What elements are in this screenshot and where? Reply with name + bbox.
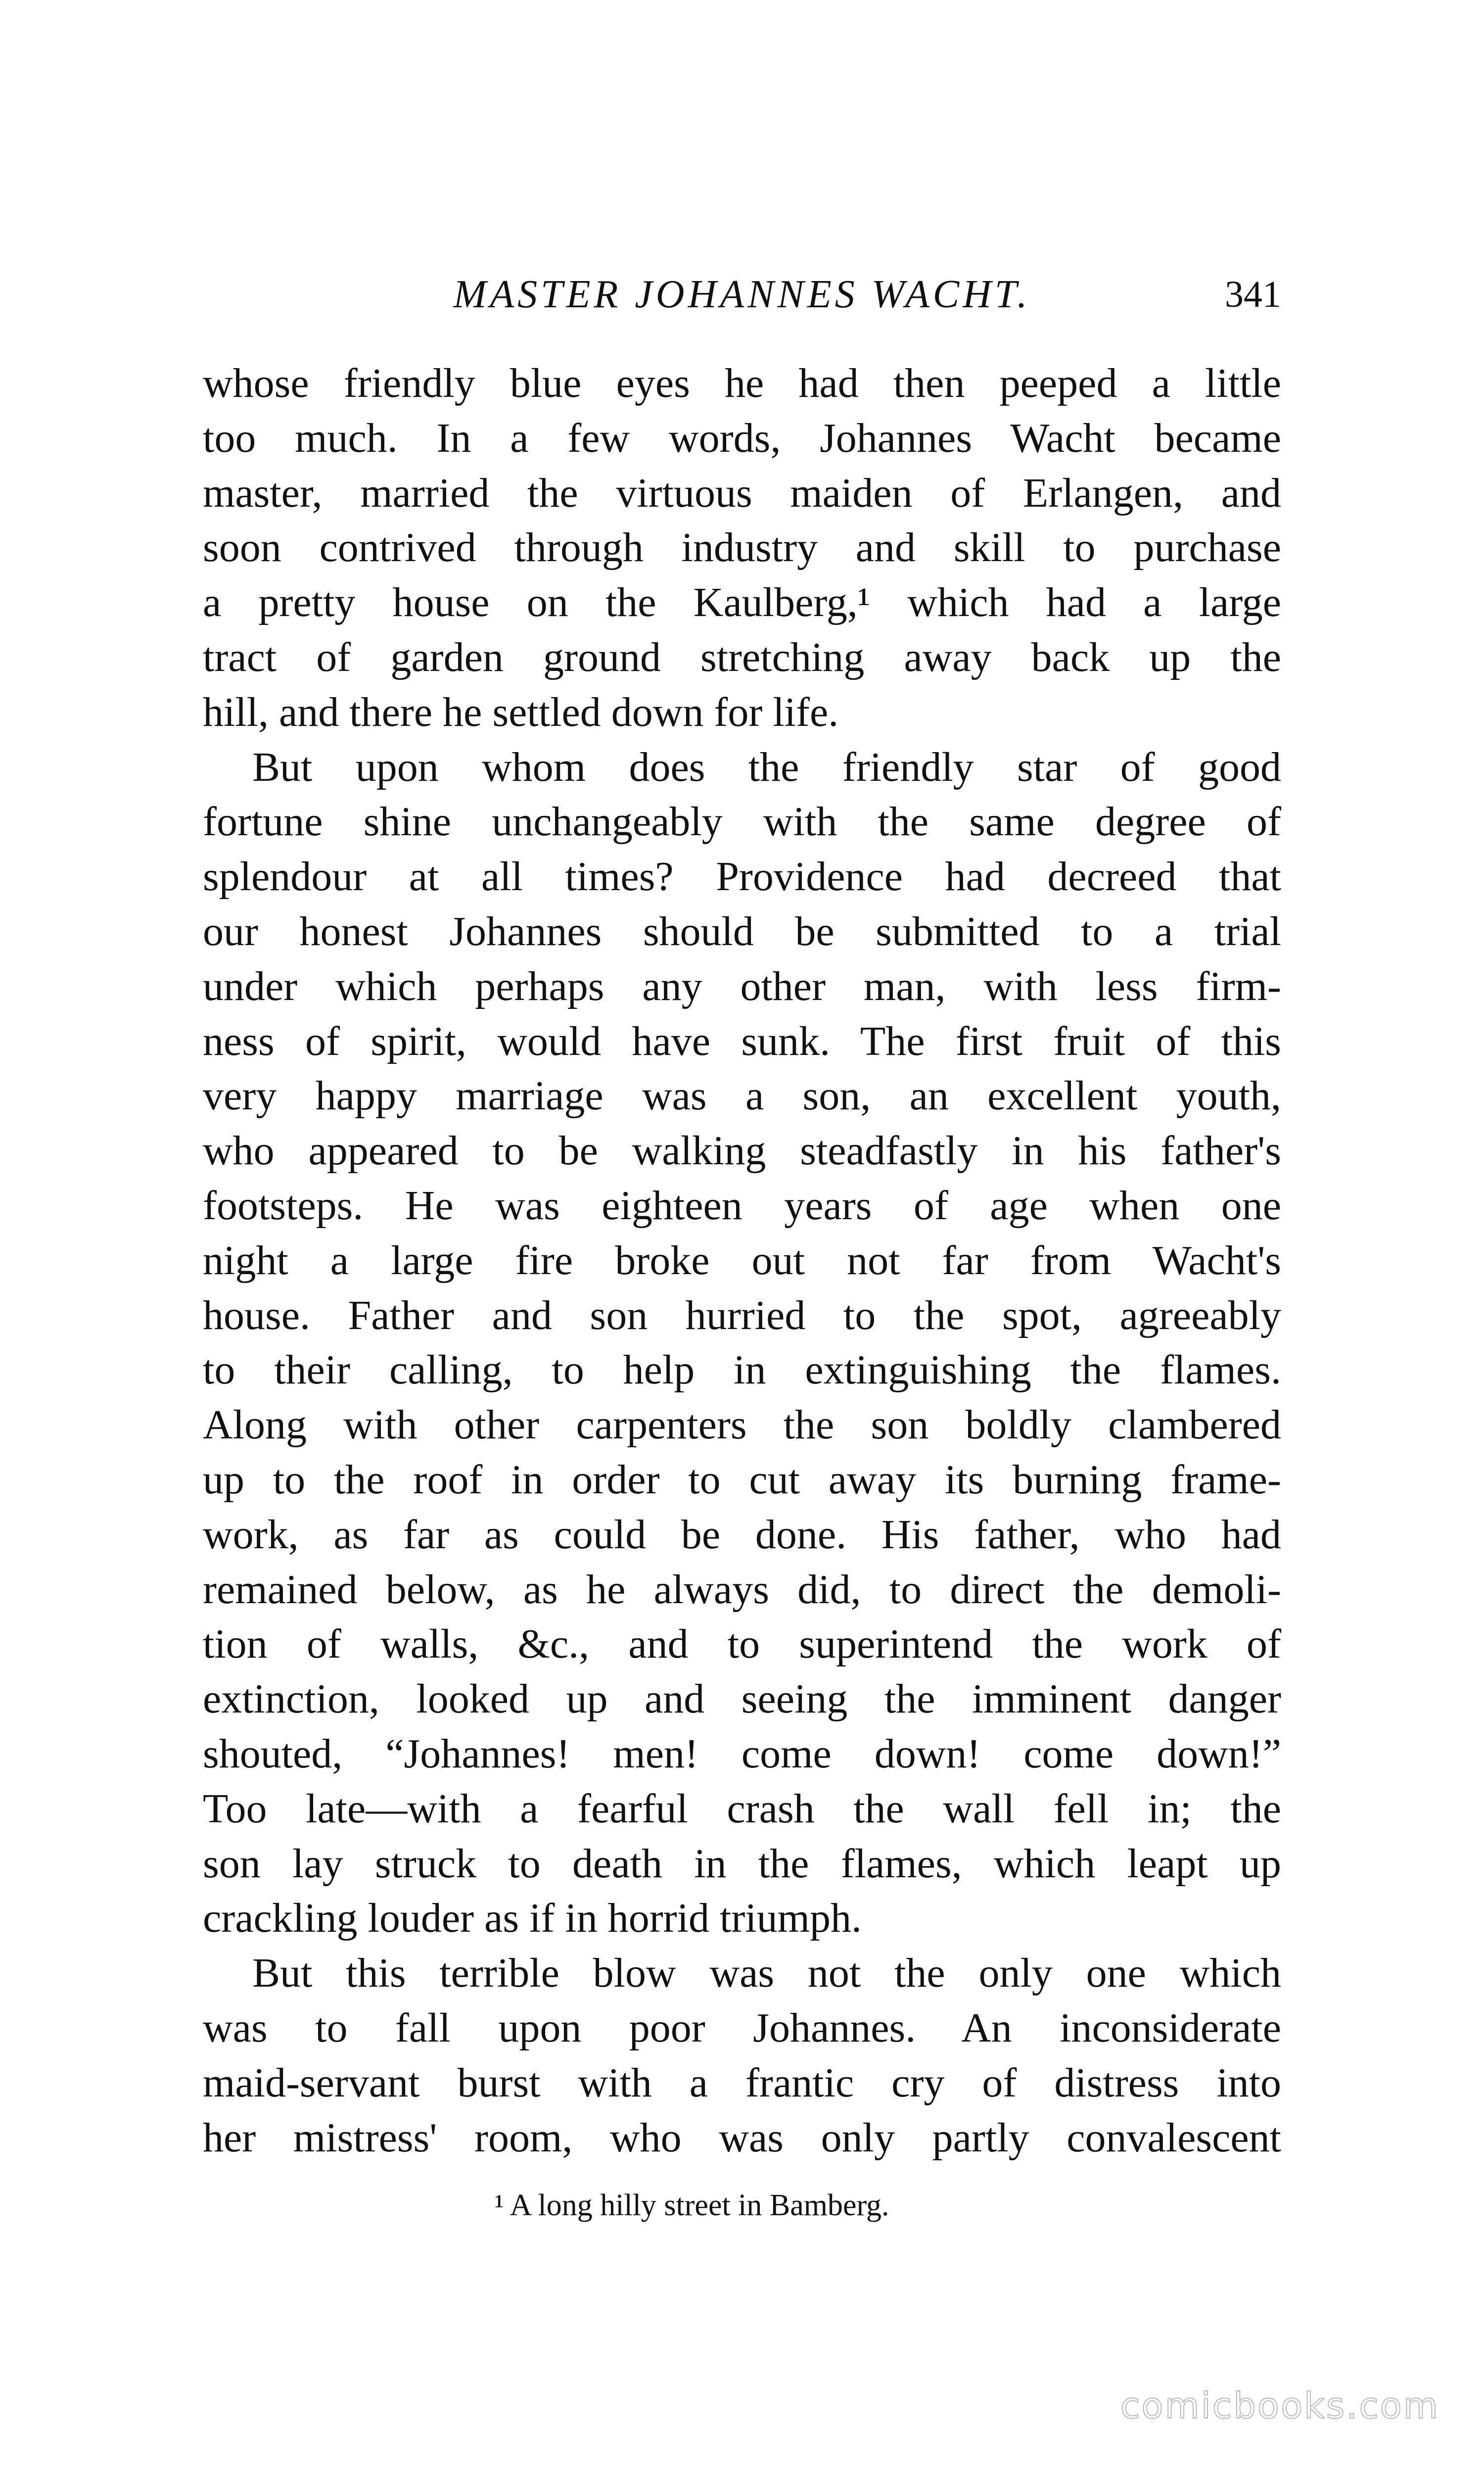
paragraph <box>203 1946 1281 2165</box>
text-line: whose friendly blue eyes he had then peeped a little <box>203 360 1281 406</box>
running-head <box>203 265 1281 324</box>
text-line: shouted, “Johannes! men! come down! come down!” <box>203 1730 1281 1777</box>
page-number: 341 <box>1225 274 1281 315</box>
paragraph <box>203 740 1281 1947</box>
footnote: ¹ A long hilly street in Bamberg. <box>495 2189 889 2222</box>
text-line: tract of garden ground stretching away back up the <box>203 634 1281 680</box>
text-line: our honest Johannes should be submitted to a trial <box>203 908 1281 954</box>
paragraph <box>203 356 1281 740</box>
body-text <box>203 356 1281 2165</box>
text-line: up to the roof in order to cut away its burning frame- <box>203 1456 1281 1503</box>
text-line: remained below, as he always did, to direct the demoli- <box>203 1566 1281 1613</box>
text-line: very happy marriage was a son, an excellent youth, <box>203 1073 1281 1119</box>
text-line: fortune shine unchangeably with the same degree of <box>203 799 1281 845</box>
text-line: a pretty house on the Kaulberg,¹ which had a large <box>203 579 1281 626</box>
text-line: who appeared to be walking steadfastly in his father's <box>203 1128 1281 1174</box>
text-line: extinction, looked up and seeing the imminent danger <box>203 1676 1281 1722</box>
text-line: work, as far as could be done. His father, who had <box>203 1511 1281 1558</box>
text-line: master, married the virtuous maiden of Erlangen, and <box>203 470 1281 516</box>
text-line: to their calling, to help in extinguishing the flames. <box>203 1347 1281 1393</box>
text-line: splendour at all times? Providence had decreed that <box>203 854 1281 900</box>
text-line: maid-servant burst with a frantic cry of distress into <box>203 2059 1281 2106</box>
text-line: was to fall upon poor Johannes. An inconsiderate <box>203 2004 1281 2051</box>
text-line: under which perhaps any other man, with less firm- <box>203 963 1281 1009</box>
text-line: her mistress' room, who was only partly convalescent <box>203 2114 1281 2161</box>
text-line: crackling louder as if in horrid triumph. <box>203 1895 862 1942</box>
text-line: Along with other carpenters the son boldly clambered <box>203 1402 1281 1448</box>
text-line: son lay struck to death in the flames, which leapt up <box>203 1840 1281 1887</box>
running-title: MASTER JOHANNES WACHT. <box>453 273 1031 316</box>
text-line: ness of spirit, would have sunk. The first fruit of this <box>203 1018 1281 1064</box>
text-line: tion of walls, &c., and to superintend the work of <box>203 1621 1281 1667</box>
text-line: too much. In a few words, Johannes Wacht became <box>203 415 1281 461</box>
text-line: Too late—with a fearful crash the wall fell in; the <box>203 1785 1281 1832</box>
text-line: night a large fire broke out not far from Wacht's <box>203 1237 1281 1284</box>
text-line: soon contrived through industry and skill to purchase <box>203 524 1281 571</box>
watermark: comicbooks.com <box>1120 2385 1439 2426</box>
text-line: house. Father and son hurried to the spot, agreeably <box>203 1292 1281 1338</box>
text-line: But this terrible blow was not the only one which <box>252 1950 1281 1997</box>
text-line: But upon whom does the friendly star of good <box>252 744 1281 790</box>
text-line: footsteps. He was eighteen years of age when one <box>203 1182 1281 1229</box>
text-line: hill, and there he settled down for life. <box>203 689 839 735</box>
